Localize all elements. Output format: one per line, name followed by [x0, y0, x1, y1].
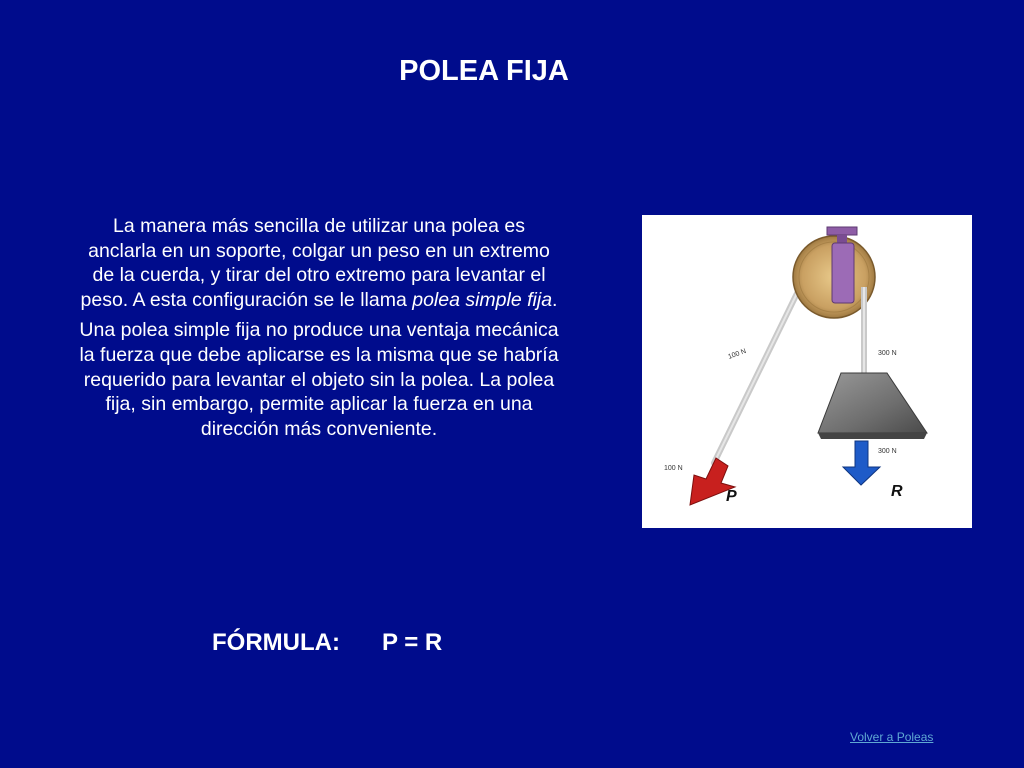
paragraph-1 [78, 214, 560, 312]
formula [212, 629, 442, 657]
back-to-pulleys-link[interactable]: Volver a Poleas [850, 730, 934, 744]
rope-right-label: 300 N [878, 350, 897, 357]
support-bracket [832, 243, 854, 303]
pulley-diagram [642, 215, 972, 528]
rope-left-highlight [714, 277, 805, 463]
paragraph-1-emphasis: polea simple fija [412, 288, 553, 311]
pulley-illustration [642, 215, 972, 528]
formula-value: P = R [381, 629, 443, 656]
formula-label: FÓRMULA: [212, 629, 340, 656]
label-r: R [891, 483, 903, 500]
rope-left-label: 100 N [727, 347, 748, 361]
description-text [78, 214, 560, 447]
weight-block-base [818, 433, 927, 439]
arrow-r [843, 441, 880, 485]
page-title: POLEA FIJA [399, 55, 569, 87]
label-p: P [726, 488, 737, 505]
support-plate [827, 227, 857, 235]
paragraph-1-end: . [552, 288, 558, 311]
paragraph-1-main: La manera más sencilla de utilizar una polea es anclarla en un soporte, colgar un peso en un extremo de la cuerda, y tirar del otro extremo para levantar el peso. A esta configuración se le llama [80, 215, 550, 311]
force-right-label: 300 N [878, 448, 897, 455]
weight-block [818, 373, 927, 433]
paragraph-2: Una polea simple fija no produce una ventaja mecánica la fuerza que debe aplicarse es la misma que se habría requerido para levantar el objeto sin la polea. La polea fija, sin embargo, permite aplicar la fuerza en una dirección más conveniente. [79, 319, 559, 440]
force-left-label: 100 N [664, 465, 683, 472]
